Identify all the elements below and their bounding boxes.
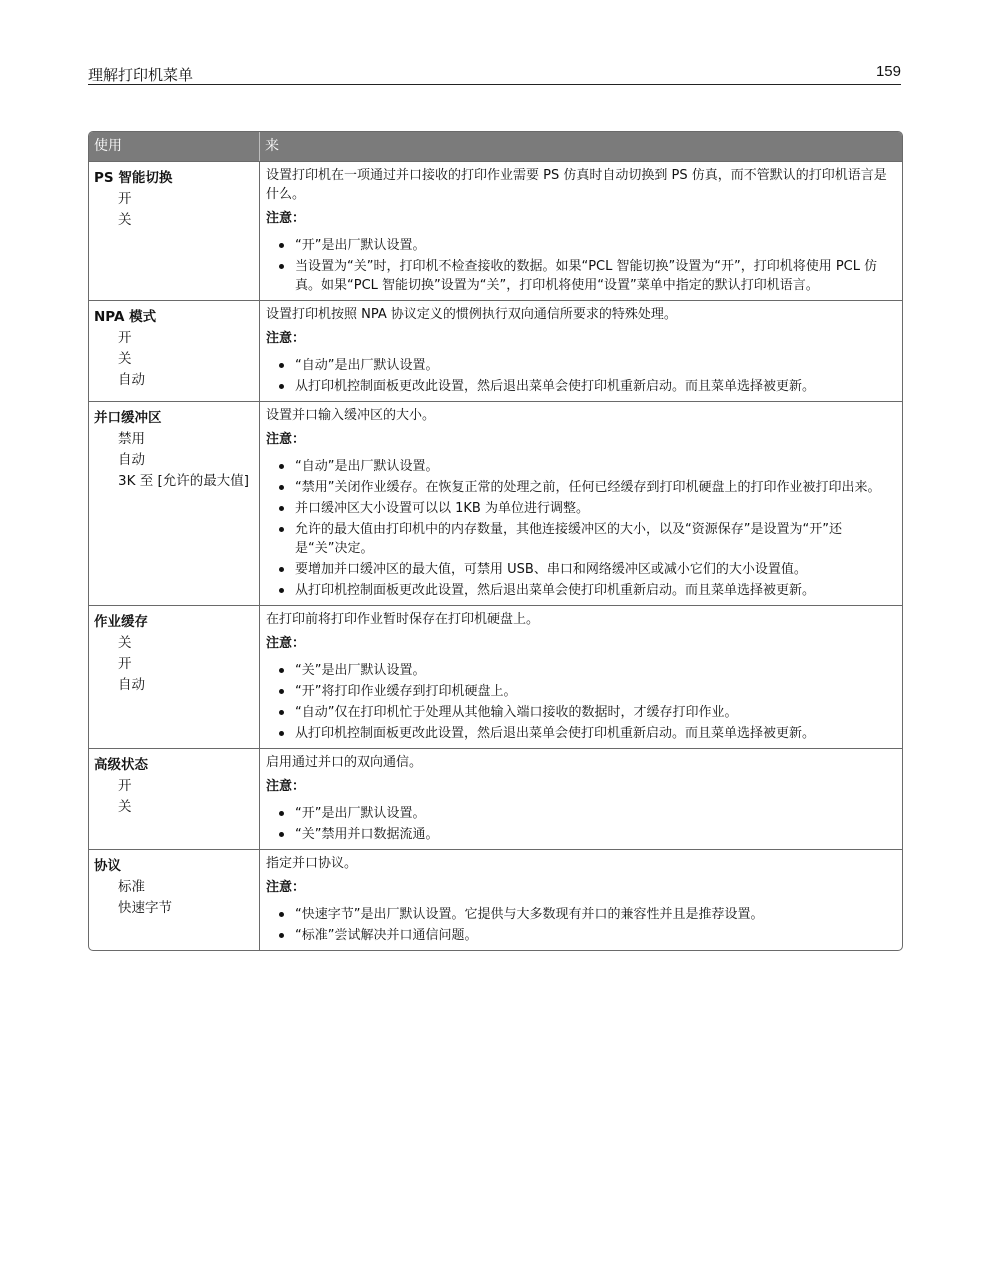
setting-cell bbox=[89, 301, 260, 401]
table-row bbox=[89, 849, 902, 950]
note-item: “快速字节”是出厂默认设置。它提供与大多数现有并口的兼容性并且是推荐设置。 bbox=[266, 905, 892, 924]
table-row bbox=[89, 748, 902, 849]
setting-name: 协议 bbox=[94, 858, 121, 874]
setting-description: 在打印前将打印作业暂时保存在打印机硬盘上。 bbox=[266, 612, 540, 627]
setting-cell bbox=[89, 606, 260, 748]
setting-option: 开 bbox=[118, 191, 132, 207]
table-header bbox=[89, 132, 902, 161]
table-row bbox=[89, 300, 902, 401]
table-body bbox=[89, 161, 902, 950]
menu-settings-table bbox=[88, 131, 903, 951]
setting-option: 标准 bbox=[118, 879, 145, 895]
note-label: 注意： bbox=[266, 211, 306, 226]
setting-description: 设置打印机按照 NPA 协议定义的惯例执行双向通信所要求的特殊处理。 bbox=[266, 307, 677, 322]
note-item: “关”是出厂默认设置。 bbox=[266, 661, 892, 680]
note-item: 从打印机控制面板更改此设置，然后退出菜单会使打印机重新启动。而且菜单选择被更新。 bbox=[266, 377, 892, 396]
setting-description: 启用通过并口的双向通信。 bbox=[266, 755, 423, 770]
note-item: “开”是出厂默认设置。 bbox=[266, 804, 892, 823]
setting-description: 指定并口协议。 bbox=[266, 856, 358, 871]
note-item: 要增加并口缓冲区的最大值，可禁用 USB、串口和网络缓冲区或减小它们的大小设置值。 bbox=[266, 560, 892, 579]
note-item: “自动”是出厂默认设置。 bbox=[266, 457, 892, 476]
note-item: 从打印机控制面板更改此设置，然后退出菜单会使打印机重新启动。而且菜单选择被更新。 bbox=[266, 724, 892, 743]
note-item: “关”禁用并口数据流通。 bbox=[266, 825, 892, 844]
note-item: “自动”仅在打印机忙于处理从其他输入端口接收的数据时，才缓存打印作业。 bbox=[266, 703, 892, 722]
setting-option: 禁用 bbox=[118, 431, 145, 447]
setting-option: 自动 bbox=[118, 452, 145, 468]
note-label: 注意： bbox=[266, 636, 306, 651]
note-list bbox=[266, 661, 892, 743]
page-header bbox=[88, 62, 901, 85]
note-item: 并口缓冲区大小设置可以以 1KB 为单位进行调整。 bbox=[266, 499, 892, 518]
column-header-use: 使用 bbox=[89, 132, 260, 161]
note-list bbox=[266, 356, 892, 396]
note-list bbox=[266, 457, 892, 600]
description-cell bbox=[260, 162, 902, 300]
note-list bbox=[266, 905, 892, 945]
setting-option: 关 bbox=[118, 212, 132, 228]
note-item: “禁用”关闭作业缓存。在恢复正常的处理之前，任何已经缓存到打印机硬盘上的打印作业被打印出来。 bbox=[266, 478, 892, 497]
description-cell bbox=[260, 850, 902, 950]
setting-option: 关 bbox=[118, 351, 132, 367]
note-label: 注意： bbox=[266, 779, 306, 794]
setting-name: 高级状态 bbox=[94, 757, 148, 773]
table-row bbox=[89, 161, 902, 300]
setting-option: 开 bbox=[118, 656, 132, 672]
setting-name: 作业缓存 bbox=[94, 614, 148, 630]
setting-name: PS 智能切换 bbox=[94, 170, 173, 186]
setting-description: 设置并口输入缓冲区的大小。 bbox=[266, 408, 436, 423]
note-item: 当设置为“关”时，打印机不检查接收的数据。如果“PCL 智能切换”设置为“开”，打印机将使用 PCL 仿真。如果“PCL 智能切换”设置为“关”，打印机将使用“设置”菜单中指定的默认打印机语言。 bbox=[266, 257, 892, 295]
setting-description: 设置打印机在一项通过并口接收的打印作业需要 PS 仿真时自动切换到 PS 仿真，而不管默认的打印机语言是什么。 bbox=[266, 168, 887, 202]
setting-name: 并口缓冲区 bbox=[94, 410, 162, 426]
note-list bbox=[266, 236, 892, 295]
note-item: 从打印机控制面板更改此设置，然后退出菜单会使打印机重新启动。而且菜单选择被更新。 bbox=[266, 581, 892, 600]
note-item: “自动”是出厂默认设置。 bbox=[266, 356, 892, 375]
note-item: 允许的最大值由打印机中的内存数量，其他连接缓冲区的大小，以及“资源保存”是设置为“开”还是“关”决定。 bbox=[266, 520, 892, 558]
setting-option: 关 bbox=[118, 799, 132, 815]
description-cell bbox=[260, 606, 902, 748]
note-item: “开”将打印作业缓存到打印机硬盘上。 bbox=[266, 682, 892, 701]
setting-cell bbox=[89, 850, 260, 950]
note-item: “开”是出厂默认设置。 bbox=[266, 236, 892, 255]
note-label: 注意： bbox=[266, 331, 306, 346]
setting-option: 开 bbox=[118, 330, 132, 346]
setting-name: NPA 模式 bbox=[94, 309, 157, 325]
column-header-to: 来 bbox=[265, 138, 279, 154]
setting-cell bbox=[89, 162, 260, 300]
description-cell bbox=[260, 301, 902, 401]
setting-option: 关 bbox=[118, 635, 132, 651]
description-cell bbox=[260, 402, 902, 605]
setting-option: 3K 至 [允许的最大值] bbox=[118, 473, 250, 489]
note-item: “标准”尝试解决并口通信问题。 bbox=[266, 926, 892, 945]
note-label: 注意： bbox=[266, 880, 306, 895]
description-cell bbox=[260, 749, 902, 849]
setting-option: 自动 bbox=[118, 372, 145, 388]
setting-option: 开 bbox=[118, 778, 132, 794]
note-list bbox=[266, 804, 892, 844]
header-title: 理解打印机菜单 bbox=[88, 66, 194, 84]
setting-cell bbox=[89, 402, 260, 605]
setting-option: 快速字节 bbox=[118, 900, 172, 916]
note-label: 注意： bbox=[266, 432, 306, 447]
page-number: 159 bbox=[875, 63, 901, 80]
table-row bbox=[89, 605, 902, 748]
setting-option: 自动 bbox=[118, 677, 145, 693]
setting-cell bbox=[89, 749, 260, 849]
table-row bbox=[89, 401, 902, 605]
